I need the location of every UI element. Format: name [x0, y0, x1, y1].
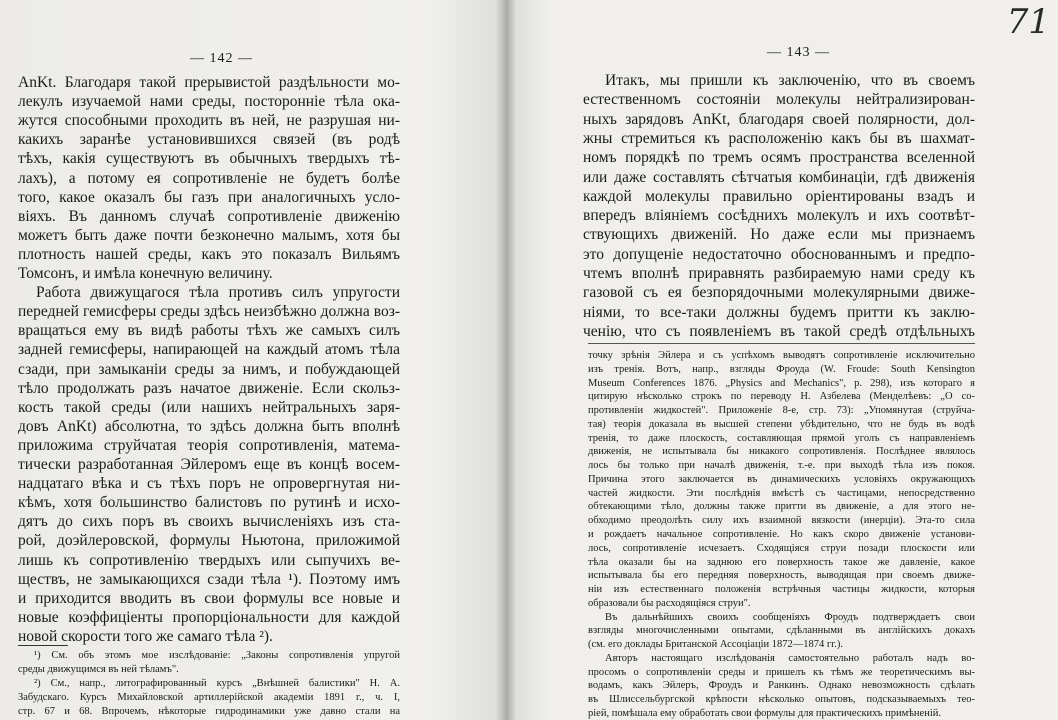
footnote-line: Museum Conferences 1876. „Physics and Mechanics", p. 298), изъ котораго я — [588, 378, 975, 389]
footnote-line: лось бы только при началѣ движенія, т.-е. при выходѣ тѣла изъ покоя. — [588, 460, 975, 471]
footnote-line: ріей, помѣшала ему обработать свои формулы для практическихъ примѣненій. — [588, 708, 941, 719]
footnote-line: и рождаетъ начальное сопротивленіе. Но какъ скоро движеніе установи- — [588, 529, 975, 540]
body-line: Работа движущагося тѣла противъ силъ упругости — [36, 284, 400, 301]
body-line: тѣло продолжать разъ начатое движеніе. Если скольз- — [18, 380, 400, 397]
footnote-line: лось, сопротивленіе исчезаетъ. Сходящіяся струи позади плоскости или — [588, 543, 975, 554]
footnote-line: движенія, не испытывала бы никакого сопротивленія. Послѣднее являлось — [588, 446, 975, 457]
body-line: ченію, что съ появленіемъ въ такой средѣ отдѣльныхъ — [583, 323, 975, 340]
body-line: дятъ до сихъ поръ въ своихъ вычисленіяхъ изъ ста- — [18, 513, 400, 530]
body-line: вращаться ему въ видѣ работы тѣхъ же самыхъ силъ — [18, 322, 400, 339]
body-line: надцатаго вѣка и съ тѣхъ поръ не опровергнутая ни- — [18, 475, 400, 492]
body-line: и приходится вводить въ свои формулы все новые и — [18, 590, 400, 607]
body-line: новой скорости того же самаго тѣла ²). — [18, 628, 273, 645]
footnote-line: Забудскаго. Курсъ Михайловской артиллерійской академіи 1891 г., ч. I, — [18, 692, 400, 703]
body-line: Итакъ, мы пришли къ заключенію, что въ своемъ — [605, 72, 975, 89]
body-line: жны стремиться къ расположенію какъ бы въ шахмат- — [583, 130, 975, 147]
footnote-line: тѣла оказали бы на заднюю его поверхность такое же давленіе, какое — [588, 557, 975, 568]
body-line: чтемъ вполнѣ приравнять разбираемую нами среду къ — [583, 265, 975, 282]
footnote-line: стр. 67 и 68. Впрочемъ, нѣкоторые гидродинамики уже давно стали на — [18, 706, 400, 717]
footnote-rule — [18, 645, 68, 646]
footnote-line: обходимо преодолѣть силу ихъ взаимной вязкости (инерціи). Эта-то сила — [588, 515, 975, 526]
body-line: AnKt. Благодаря такой прерывистой раздѣльности мо- — [18, 74, 400, 91]
right-footnote-block — [505, 0, 1058, 720]
handwritten-page-mark: 71 — [1006, 2, 1050, 42]
body-line: рой, доэйлеровской, формулы Ньютона, приложимой — [18, 532, 400, 549]
page-number-left: — 142 — — [190, 51, 253, 66]
body-line: впередъ вліяніемъ сосѣднихъ молекулъ и ихъ соотвѣт- — [583, 207, 975, 224]
footnote-line: ніи изъ естественнаго положенія встрѣчныя частицы жидкости, которыя — [588, 584, 975, 595]
body-line: или даже составлять сѣтчатыя комбинаціи, гдѣ движенія — [583, 169, 975, 186]
body-line: какихъ заранѣе установившихся связей (въ родѣ — [18, 131, 400, 148]
body-line: ществъ, не замыкающихся сзади тѣла ¹). Поэтому имъ — [18, 571, 400, 588]
footnote-line: (см. его доклады Британской Ассоціаціи 1872—1874 гг.). — [588, 639, 844, 650]
body-line: передней гемисферы среды здѣсь неизбѣжно должна воз- — [18, 303, 400, 320]
footnote-line: просомъ о сопротивленіи среды и пришелъ къ тѣмъ же теоретическимъ вы- — [588, 667, 975, 678]
body-line: плотность нашей среды, какъ это показалъ Вильямъ — [18, 246, 400, 263]
body-line: того, какое оказалъ бы газъ при аналогичныхъ усло- — [18, 189, 400, 206]
body-line: ствующихъ движеній. Но даже если мы признаемъ — [583, 226, 975, 243]
footnote-line: изъ тренія. Вотъ, напр., взгляды Фроуда (W. Froude: South Kensington — [588, 364, 975, 375]
body-line: Томсонъ, и имѣла конечную величину. — [18, 265, 273, 282]
body-line: это допущеніе недостаточно обоснованнымъ и предпо- — [583, 246, 975, 263]
footnote-line: тренія, то даже плоскость, составляющая прямой уголъ съ направленіемъ — [588, 433, 975, 444]
body-line: можетъ быть даже почти безконечно малымъ, хотя бы — [18, 227, 400, 244]
body-line: газовой съ ея безпорядочными молекулярными движе- — [583, 284, 975, 301]
footnote-line: Причина этого заключается въ динамическихъ условіяхъ окружающихъ — [588, 474, 975, 485]
body-line: приложима струйчатая теорія сопротивленія, матема- — [18, 437, 400, 454]
body-line: ныхъ зарядовъ AnKt, благодаря своей полярности, дол- — [583, 111, 975, 128]
footnote-line: образовали бы расходящіяся струи". — [588, 598, 751, 609]
body-line: сзади, при замыканіи среды за нимъ, и побуждающей — [18, 361, 400, 378]
body-line: кѣмъ, хотя большинство балистовъ по рутинѣ и исхо- — [18, 494, 400, 511]
footnote-line: водамъ, какъ Эйлеръ, Фроудъ и Ранкинъ. Однако невозможность сдѣлать — [588, 680, 975, 691]
body-line: лекулъ изучаемой нами среды, посторонніе тѣла ока- — [18, 93, 400, 110]
body-line: тѣхъ, какія существуютъ въ обычныхъ твердыхъ тѣ- — [18, 150, 400, 167]
body-line: тически разработанная Эйлеромъ еще въ концѣ восем- — [18, 456, 400, 473]
body-line: каждой молекулы правильно оріентированы взадъ и — [583, 188, 975, 205]
body-line: кость такой среды (или нашихъ нейтральныхъ заря- — [18, 399, 400, 416]
body-line: ніями, то все-таки должны будемъ притти къ заклю- — [583, 304, 975, 321]
body-line: жутся способными проходить въ ней, не разрушая ни- — [18, 112, 400, 129]
left-footnote-block — [0, 0, 505, 720]
body-line: лахъ), а потому ея сопротивленіе не будетъ болѣе — [18, 170, 400, 187]
footnote-line: Авторъ настоящаго изслѣдованія самостоятельно работалъ надъ во- — [605, 653, 975, 664]
body-line: новые коэффиціенты пропорціональности для каждой — [18, 609, 400, 626]
footnote-line: ¹) См. объ этомъ мое изслѣдованіе: „Законы сопротивленія упругой — [34, 650, 400, 661]
footnote-line: ²) См., напр., литографированный курсъ „Внѣшней балистики" Н. А. — [34, 678, 400, 689]
footnote-line: обтекающими тѣло, должны также притти въ движеніе, а для этого не- — [588, 501, 975, 512]
footnote-line: частей жидкости. Эти послѣднія вмѣстѣ съ частицами, непосредственно — [588, 488, 975, 499]
footnote-line: среды движущимся въ ней тѣламъ". — [18, 664, 179, 675]
footnote-line: цитирую нѣсколько строкъ по переводу Н. Азбелева (Менделѣевъ: „О со- — [588, 391, 975, 402]
footnote-line: Въ дальнѣйшихъ своихъ сообщеніяхъ Фроудъ подтверждаетъ свои — [605, 612, 975, 623]
body-line: номъ порядкѣ по тремъ осямъ пространства вселенной — [583, 149, 975, 166]
body-line: лишь къ сопротивленію твердыхъ или сыпучихъ ве- — [18, 552, 400, 569]
body-line: естественномъ состояніи молекулы нейтрализирован- — [583, 91, 975, 108]
footnote-line: точку зрѣнія Эйлера и съ успѣхомъ выводятъ сопротивленіе исключительно — [588, 350, 975, 361]
footnote-rule — [588, 343, 975, 344]
body-line: довъ AnKt) абсолютна, то здѣсь должна быть вполнѣ — [18, 418, 400, 435]
page-number-right: — 143 — — [767, 45, 830, 60]
footnote-line: тая) теорія доказала въ высшей степени убѣдительно, что не будь въ водѣ — [588, 419, 975, 430]
footnote-line: въ Шлиссельбургской крѣпости нѣсколько опытовъ, подсказываемыхъ тео- — [588, 694, 975, 705]
footnote-line: взгляды многочисленными опытами, сдѣланными въ англійскихъ докахъ — [588, 625, 975, 636]
body-line: задней гемисферы, напирающей на каждый атомъ тѣла — [18, 341, 400, 358]
footnote-line: противленіи жидкостей". Приложеніе 8-е, стр. 73): „Упомянутая (струйча- — [588, 405, 975, 416]
body-line: віяхъ. Въ данномъ случаѣ сопротивленіе движенію — [18, 208, 400, 225]
footnote-line: испытывала бы его передняя поверхность, выводящая при своемъ движе- — [588, 570, 975, 581]
